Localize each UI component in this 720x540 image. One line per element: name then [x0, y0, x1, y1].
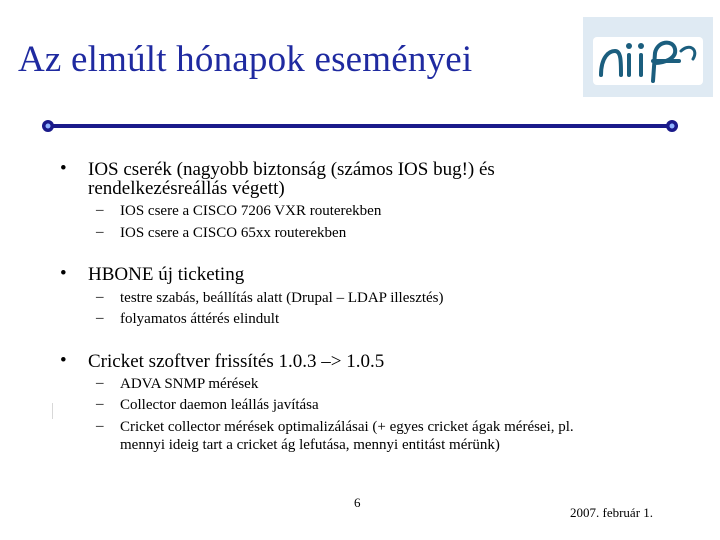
- niif-logo: [583, 17, 713, 97]
- sub-bullet-marker: –: [96, 289, 104, 305]
- slide-title: Az elmúlt hónapok eseményei: [18, 39, 473, 80]
- page-number: 6: [354, 495, 361, 510]
- sub-bullet-marker: –: [96, 202, 104, 218]
- sub-item-collector-optimization-line-1: Cricket collector mérések optimalizálásai (+ egyes cricket ágak mérései, pl.: [120, 419, 574, 435]
- bullet-marker: •: [60, 158, 67, 179]
- sub-bullet-marker: –: [96, 396, 104, 412]
- sub-bullet-marker: –: [96, 310, 104, 326]
- sub-item-collector-optimization-line-2: mennyi ideig tart a cricket ág lefutása, mennyi entitást mérünk): [120, 437, 500, 453]
- bullet-2-line-1: HBONE új ticketing: [88, 264, 245, 285]
- footer-date: 2007. február 1.: [570, 505, 654, 520]
- sub-item-collector-daemon: Collector daemon leállás javítása: [120, 397, 319, 413]
- bullet-marker: •: [60, 263, 67, 284]
- sub-bullet-marker: –: [96, 224, 104, 240]
- sub-item-migration: folyamatos áttérés elindult: [120, 311, 280, 327]
- bullet-3-line-1: Cricket szoftver frissítés 1.0.3 –> 1.0.5: [88, 351, 385, 372]
- sub-bullet-marker: –: [96, 418, 104, 434]
- sub-item-customization: testre szabás, beállítás alatt (Drupal – LDAP illesztés): [120, 290, 444, 306]
- sub-bullet-marker: –: [96, 375, 104, 391]
- title-divider: [40, 117, 680, 135]
- sub-item-adva-snmp: ADVA SNMP mérések: [120, 376, 259, 392]
- bullet-1-line-1: IOS cserék (nagyobb biztonság (számos IOS bug!) és: [88, 159, 495, 180]
- bullet-marker: •: [60, 350, 67, 371]
- faint-mark: [52, 403, 53, 419]
- sub-item-ios-65xx: IOS csere a CISCO 65xx routerekben: [120, 225, 347, 241]
- sub-item-ios-7206: IOS csere a CISCO 7206 VXR routerekben: [120, 203, 382, 219]
- bullet-1-line-2: rendelkezésreállás végett): [88, 178, 285, 199]
- niif-logo-icon: [583, 17, 713, 97]
